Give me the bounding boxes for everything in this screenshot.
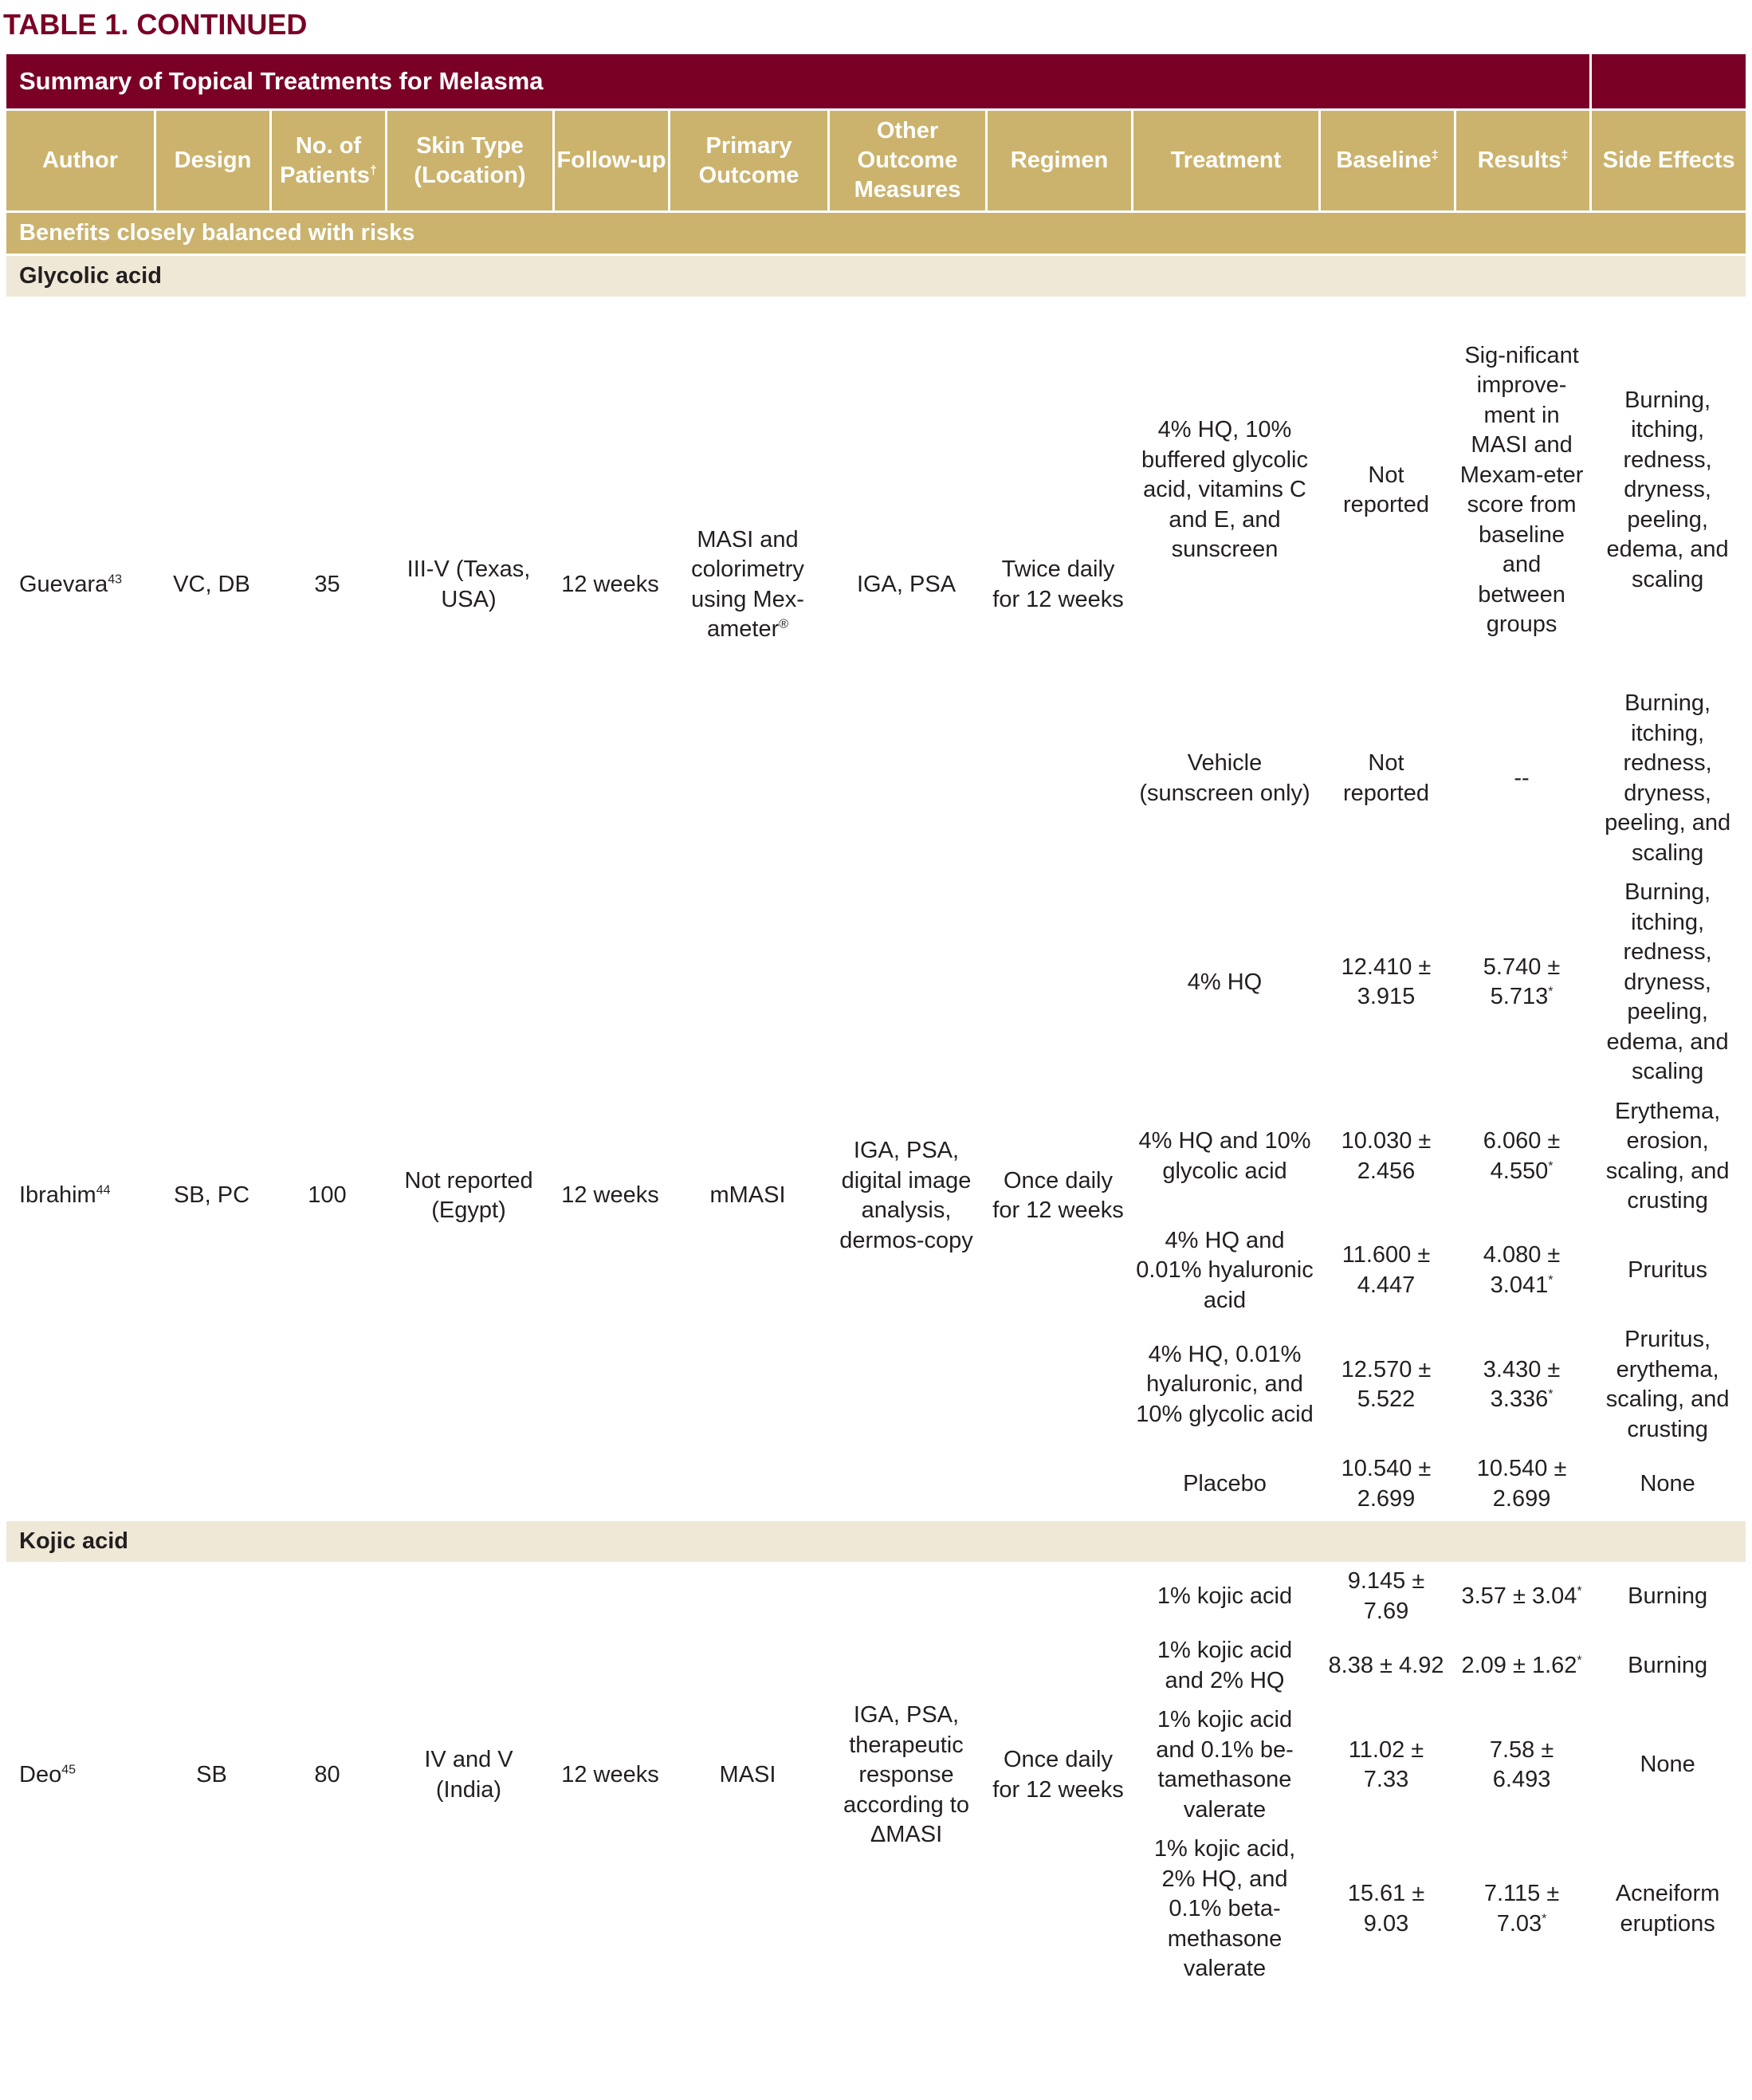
treatment-cell: 4% HQ, 10% buffered glycolic acid, vitamins C and E, and sunscreen: [1141, 417, 1309, 563]
side-effects-cell: Acneiform eruptions: [1615, 1881, 1720, 1937]
baseline-cell: 10.540 ± 2.699: [1341, 1456, 1432, 1512]
col-header-results-label: Results: [1477, 147, 1561, 173]
results-cell-mark: *: [1548, 985, 1554, 999]
results-cell-text: 2.09 ± 1.62: [1461, 1652, 1577, 1678]
results-cell-text: 4.080 ± 3.041: [1483, 1242, 1561, 1298]
col-header-baseline-label: Baseline: [1336, 147, 1432, 173]
side-effects-cell: None: [1640, 1470, 1695, 1496]
baseline-cell: Not reported: [1342, 750, 1429, 806]
author-cell: [6, 1562, 154, 1989]
results-cell: [1454, 297, 1589, 684]
primary-outcome-cell: [668, 873, 827, 1519]
author-cell-mark: 44: [96, 1183, 111, 1197]
results-cell-text: 7.58 ± 6.493: [1489, 1736, 1554, 1792]
col-header-follow-up: Follow-up: [552, 108, 668, 210]
primary-outcome-cell: [668, 1562, 827, 1989]
author-cell-mark: 43: [108, 572, 123, 587]
results-cell: [1454, 1701, 1589, 1830]
baseline-cell: 12.410 ± 3.915: [1341, 954, 1432, 1010]
results-cell-text: 3.430 ± 3.336: [1483, 1356, 1561, 1412]
evidence-band: Benefits closely balanced with risks: [6, 210, 1746, 254]
treatment-cell: 4% HQ, 0.01% hyaluronic, and 10% glycolic acid: [1136, 1341, 1314, 1427]
col-header-side-effects: Side Effects: [1589, 108, 1746, 210]
primary-outcome-cell-text: mMASI: [709, 1182, 786, 1209]
baseline-cell: Not reported: [1342, 462, 1429, 517]
results-cell-text: 3.57 ± 3.04: [1461, 1583, 1577, 1609]
results-cell: [1454, 1631, 1589, 1701]
regimen-cell: Once daily for 12 weeks: [992, 1167, 1124, 1223]
results-cell: [1454, 1830, 1589, 1989]
column-header-row: [6, 108, 1746, 210]
primary-outcome-cell: [668, 297, 827, 873]
section-header-row: [6, 254, 1746, 297]
results-cell-text: Sig-nificant improve-ment in MASI and Mexam-eter score from baseline and between groups: [1459, 342, 1584, 637]
baseline-cell: 8.38 ± 4.92: [1328, 1652, 1444, 1678]
side-effects-cell: Pruritus, erythema, scaling, and crusting: [1605, 1327, 1730, 1442]
regimen-cell: Once daily for 12 weeks: [992, 1747, 1124, 1803]
follow-up-cell: 12 weeks: [561, 571, 659, 597]
results-cell-mark: *: [1577, 1584, 1582, 1599]
author-cell-text: Deo: [19, 1762, 62, 1787]
col-header-design: Design: [154, 108, 269, 210]
design-cell: VC, DB: [173, 571, 250, 597]
col-header-other-measures: Other Outcome Measures: [827, 108, 985, 210]
section-header-row: [6, 1519, 1746, 1562]
results-cell: [1454, 1221, 1589, 1321]
results-cell: [1454, 1562, 1589, 1631]
table-banner: Summary of Topical Treatments for Melasma: [6, 54, 1589, 108]
baseline-cell: 11.600 ± 4.447: [1341, 1242, 1431, 1298]
treatment-cell: Placebo: [1183, 1470, 1267, 1496]
other-measures-cell: IGA, PSA: [856, 571, 957, 597]
baseline-cell: 11.02 ± 7.33: [1348, 1736, 1424, 1792]
primary-outcome-cell-text: MASI and colorimetry using Mex-ameter: [691, 526, 804, 642]
side-effects-cell: Burning, itching, redness, dryness, peeling, and scaling: [1605, 690, 1731, 866]
results-cell: [1454, 684, 1589, 873]
col-header-regimen: Regimen: [985, 108, 1131, 210]
treatment-cell: 1% kojic acid and 2% HQ: [1157, 1638, 1293, 1693]
section-header: Glycolic acid: [6, 254, 1746, 297]
table-banner-row: [6, 54, 1746, 108]
results-cell: [1454, 1320, 1589, 1449]
results-cell-mark: *: [1577, 1654, 1582, 1668]
side-effects-cell: Burning, itching, redness, dryness, peeling, edema, and scaling: [1606, 879, 1729, 1084]
treatment-cell: 1% kojic acid, 2% HQ, and 0.1% beta-methasone valerate: [1153, 1836, 1296, 1981]
other-measures-cell: IGA, PSA, digital image analysis, dermos-copy: [839, 1138, 973, 1253]
skin-type-cell: III-V (Texas, USA): [407, 556, 531, 612]
patients-cell: 35: [314, 571, 340, 597]
design-cell: SB: [196, 1762, 227, 1787]
evidence-band-row: [6, 210, 1746, 254]
primary-outcome-cell-mark: ®: [779, 617, 789, 631]
table-row: [6, 1562, 1746, 1631]
side-effects-cell: Burning: [1628, 1652, 1708, 1678]
results-cell-text: --: [1514, 765, 1530, 791]
side-effects-cell: Burning: [1628, 1583, 1708, 1609]
treatment-cell: 4% HQ and 10% glycolic acid: [1138, 1128, 1311, 1184]
results-cell: [1454, 1449, 1589, 1519]
section-header: Kojic acid: [6, 1519, 1746, 1562]
col-header-author: Author: [6, 108, 154, 210]
regimen-cell: Twice daily for 12 weeks: [992, 556, 1124, 612]
treatment-cell: 1% kojic acid: [1157, 1583, 1293, 1609]
results-cell: [1454, 873, 1589, 1092]
results-cell-text: 5.740 ± 5.713: [1483, 954, 1561, 1010]
skin-type-cell: Not reported (Egypt): [404, 1167, 533, 1223]
results-cell-mark: *: [1548, 1273, 1554, 1288]
col-header-results-mark: ‡: [1561, 148, 1569, 163]
results-cell-mark: *: [1548, 1158, 1554, 1173]
table-row: [6, 873, 1746, 1092]
follow-up-cell: 12 weeks: [561, 1762, 659, 1787]
results-cell-mark: *: [1548, 1387, 1554, 1402]
design-cell: SB, PC: [173, 1182, 250, 1209]
col-header-results: [1454, 108, 1589, 210]
baseline-cell: 12.570 ± 5.522: [1341, 1356, 1432, 1412]
results-cell-text: 6.060 ± 4.550: [1483, 1128, 1561, 1184]
side-effects-cell: Burning, itching, redness, dryness, peeling, edema, and scaling: [1606, 387, 1729, 592]
side-effects-cell: Erythema, erosion, scaling, and crusting: [1605, 1098, 1730, 1213]
col-header-baseline-mark: ‡: [1431, 148, 1439, 163]
results-cell: [1454, 1092, 1589, 1221]
author-cell-text: Guevara: [19, 571, 108, 597]
table-title: TABLE 1. CONTINUED: [3, 8, 308, 41]
col-header-skin-type: Skin Type (Location): [385, 108, 552, 210]
table-row: [6, 297, 1746, 684]
col-header-treatment: Treatment: [1131, 108, 1318, 210]
results-cell-text: 10.540 ± 2.699: [1476, 1456, 1567, 1512]
col-header-baseline: [1318, 108, 1454, 210]
table-banner-end: [1589, 54, 1746, 108]
treatment-cell: 1% kojic acid and 0.1% be-tamethasone valerate: [1156, 1707, 1294, 1823]
patients-cell: 80: [314, 1762, 340, 1787]
author-cell-text: Ibrahim: [19, 1182, 96, 1209]
patients-cell: 100: [308, 1182, 347, 1209]
col-header-patients: [269, 108, 385, 210]
melasma-treatments-table: [6, 54, 1746, 1989]
treatment-cell: Vehicle (sunscreen only): [1139, 750, 1310, 806]
results-cell-mark: *: [1542, 1912, 1547, 1926]
skin-type-cell: IV and V (India): [424, 1747, 513, 1803]
author-cell: [6, 297, 154, 873]
author-cell-mark: 45: [61, 1763, 76, 1777]
baseline-cell: 15.61 ± 9.03: [1347, 1881, 1425, 1937]
primary-outcome-cell-text: MASI: [719, 1762, 776, 1787]
follow-up-cell: 12 weeks: [561, 1182, 659, 1209]
side-effects-cell: Pruritus: [1628, 1257, 1708, 1283]
col-header-patients-label: No. of Patients: [280, 132, 370, 188]
treatment-cell: 4% HQ: [1187, 969, 1263, 995]
results-cell-text: 7.115 ± 7.03: [1483, 1881, 1560, 1937]
side-effects-cell: None: [1640, 1752, 1695, 1778]
baseline-cell: 10.030 ± 2.456: [1341, 1128, 1432, 1184]
treatment-cell: 4% HQ and 0.01% hyaluronic acid: [1136, 1227, 1314, 1313]
author-cell: [6, 873, 154, 1519]
col-header-patients-mark: †: [369, 163, 377, 177]
col-header-primary-outcome: Primary Outcome: [668, 108, 827, 210]
baseline-cell: 9.145 ± 7.69: [1347, 1568, 1425, 1624]
other-measures-cell: IGA, PSA, therapeutic response according to ΔMASI: [843, 1702, 969, 1847]
